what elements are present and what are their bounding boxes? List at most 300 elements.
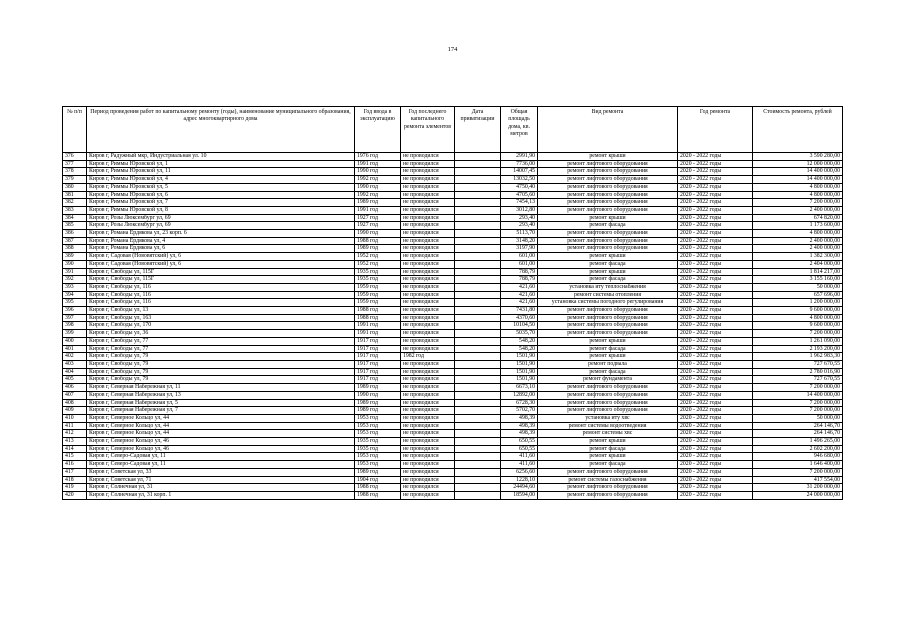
table-row <box>63 245 843 253</box>
cell-last-repair: не проводился <box>401 368 455 376</box>
table-row <box>63 237 843 245</box>
cell-address: Киров г, Северная Набережная ул, 11 <box>87 384 355 392</box>
cell-area: 1501,90 <box>501 368 538 376</box>
cell-repair-type: ремонт системы хвс <box>538 430 678 438</box>
cell-repair-type: ремонт лифтового оборудования <box>538 384 678 392</box>
table-row <box>63 160 843 168</box>
cell-repair-type: ремонт крыши <box>538 353 678 361</box>
cell-year-built: 1953 год <box>355 453 401 461</box>
cell-repair-type: ремонт лифтового оборудования <box>538 191 678 199</box>
cell-privatization-date <box>455 453 501 461</box>
cell-address: Киров г, Солнечная ул, 31 <box>87 484 355 492</box>
cell-repair-year: 2020 - 2022 годы <box>678 291 753 299</box>
cell-address: Киров г, Риммы Юровской ул, 11 <box>87 168 355 176</box>
cell-area: 2991,90 <box>501 153 538 161</box>
cell-last-repair: не проводился <box>401 468 455 476</box>
cell-address: Киров г, Свободы ул, 77 <box>87 337 355 345</box>
table-header-row <box>63 107 843 153</box>
cell-privatization-date <box>455 245 501 253</box>
cell-repair-year: 2020 - 2022 годы <box>678 407 753 415</box>
cell-repair-type: ремонт крыши <box>538 268 678 276</box>
cell-year-built: 1959 год <box>355 283 401 291</box>
header-privatization-date: Дата приватизации <box>455 107 501 153</box>
cell-year-built: 1988 год <box>355 307 401 315</box>
table-row <box>63 283 843 291</box>
cell-cost: 727 670,55 <box>753 360 843 368</box>
cell-number: 389 <box>63 253 87 261</box>
table-row <box>63 260 843 268</box>
header-repair-year: Год ремонта <box>678 107 753 153</box>
cell-number: 380 <box>63 183 87 191</box>
cell-last-repair: не проводился <box>401 314 455 322</box>
cell-address: Киров г, Риммы Юровской ул, 8 <box>87 206 355 214</box>
cell-address: Киров г, Северное Кольцо ул, 44 <box>87 430 355 438</box>
cell-repair-type: ремонт фасада <box>538 461 678 469</box>
cell-privatization-date <box>455 360 501 368</box>
cell-privatization-date <box>455 422 501 430</box>
cell-last-repair: не проводился <box>401 476 455 484</box>
cell-repair-year: 2020 - 2022 годы <box>678 176 753 184</box>
table-row <box>63 183 843 191</box>
cell-repair-type: ремонт фасада <box>538 222 678 230</box>
cell-privatization-date <box>455 268 501 276</box>
cell-privatization-date <box>455 330 501 338</box>
cell-area: 5113,70 <box>501 230 538 238</box>
cell-cost: 12 000 000,00 <box>753 160 843 168</box>
cell-number: 406 <box>63 384 87 392</box>
cell-year-built: 1904 год <box>355 476 401 484</box>
cell-year-built: 1988 год <box>355 484 401 492</box>
cell-address: Киров г, Свободы ул, 13 <box>87 307 355 315</box>
cell-repair-year: 2020 - 2022 годы <box>678 422 753 430</box>
cell-number: 398 <box>63 322 87 330</box>
cell-cost: 2 400 000,00 <box>753 237 843 245</box>
cell-repair-type: ремонт лифтового оборудования <box>538 230 678 238</box>
cell-repair-year: 2020 - 2022 годы <box>678 484 753 492</box>
cell-number: 395 <box>63 299 87 307</box>
cell-cost: 14 400 000,00 <box>753 391 843 399</box>
cell-address: Киров г, Северо-Садовая ул, 11 <box>87 453 355 461</box>
cell-area: 1501,90 <box>501 360 538 368</box>
cell-cost: 264 146,70 <box>753 430 843 438</box>
table-row <box>63 222 843 230</box>
cell-year-built: 1917 год <box>355 337 401 345</box>
table-row <box>63 153 843 161</box>
cell-repair-type: ремонт фасада <box>538 368 678 376</box>
cell-repair-type: ремонт лифтового оборудования <box>538 314 678 322</box>
table-row <box>63 438 843 446</box>
cell-cost: 1 962 983,30 <box>753 353 843 361</box>
cell-last-repair: не проводился <box>401 183 455 191</box>
cell-privatization-date <box>455 407 501 415</box>
cell-cost: 4 800 000,00 <box>753 230 843 238</box>
cell-last-repair: не проводился <box>401 291 455 299</box>
cell-year-built: 1989 год <box>355 384 401 392</box>
cell-address: Киров г, Северное Кольцо ул, 44 <box>87 422 355 430</box>
cell-repair-type: ремонт лифтового оборудования <box>538 330 678 338</box>
cell-repair-type: установка системы погодного регулирования <box>538 299 678 307</box>
cell-repair-year: 2020 - 2022 годы <box>678 491 753 499</box>
cell-address: Киров г, Северное Кольцо ул, 44 <box>87 414 355 422</box>
table-row <box>63 360 843 368</box>
cell-privatization-date <box>455 199 501 207</box>
cell-cost: 14 400 000,00 <box>753 176 843 184</box>
cell-cost: 3 155 160,00 <box>753 276 843 284</box>
cell-number: 413 <box>63 438 87 446</box>
cell-last-repair: не проводился <box>401 414 455 422</box>
table-row <box>63 168 843 176</box>
table-row <box>63 399 843 407</box>
cell-cost: 4 800 000,00 <box>753 314 843 322</box>
cell-last-repair: не проводился <box>401 337 455 345</box>
cell-address: Киров г, Свободы ул, 170 <box>87 322 355 330</box>
cell-privatization-date <box>455 461 501 469</box>
cell-cost: 24 000 000,00 <box>753 491 843 499</box>
cell-repair-type: установка иту теплоснабжения <box>538 283 678 291</box>
cell-repair-year: 2020 - 2022 годы <box>678 376 753 384</box>
table-row <box>63 476 843 484</box>
cell-area: 6728,30 <box>501 399 538 407</box>
cell-address: Киров г, Солнечная ул, 31 корп. 1 <box>87 491 355 499</box>
cell-year-built: 1917 год <box>355 345 401 353</box>
cell-year-built: 1959 год <box>355 291 401 299</box>
cell-address: Киров г, Радужный мкр, Индустриальная ул. 10 <box>87 153 355 161</box>
cell-last-repair: не проводился <box>401 206 455 214</box>
table-row <box>63 368 843 376</box>
cell-area: 421,60 <box>501 283 538 291</box>
cell-repair-type: ремонт лифтового оборудования <box>538 199 678 207</box>
cell-repair-year: 2020 - 2022 годы <box>678 245 753 253</box>
cell-repair-year: 2020 - 2022 годы <box>678 276 753 284</box>
cell-cost: 7 200 000,00 <box>753 199 843 207</box>
cell-repair-type: ремонт лифтового оборудования <box>538 491 678 499</box>
table-row <box>63 299 843 307</box>
cell-repair-type: ремонт системы газоснабжения <box>538 476 678 484</box>
cell-address: Киров г, Свободы ул, 36 <box>87 330 355 338</box>
cell-year-built: 1953 год <box>355 430 401 438</box>
cell-repair-year: 2020 - 2022 годы <box>678 345 753 353</box>
cell-address: Киров г, Романа Ердякова ул, 6 <box>87 245 355 253</box>
cell-privatization-date <box>455 337 501 345</box>
table-row <box>63 491 843 499</box>
header-year-built: Год ввода в эксплуатацию <box>355 107 401 153</box>
cell-year-built: 1927 год <box>355 222 401 230</box>
cell-area: 498,39 <box>501 422 538 430</box>
cell-year-built: 1991 год <box>355 206 401 214</box>
cell-year-built: 1991 год <box>355 322 401 330</box>
cell-repair-year: 2020 - 2022 годы <box>678 230 753 238</box>
cell-cost: 2 404 000,00 <box>753 260 843 268</box>
header-area: Общая площадь дома, кв. метров <box>501 107 538 153</box>
cell-privatization-date <box>455 153 501 161</box>
cell-number: 394 <box>63 291 87 299</box>
cell-address: Киров г, Свободы ул, 115Г <box>87 276 355 284</box>
cell-last-repair: не проводился <box>401 491 455 499</box>
table-row <box>63 414 843 422</box>
cell-repair-year: 2020 - 2022 годы <box>678 214 753 222</box>
table-row <box>63 276 843 284</box>
table-row <box>63 206 843 214</box>
cell-number: 384 <box>63 214 87 222</box>
cell-cost: 7 200 000,00 <box>753 384 843 392</box>
header-number: № п/п <box>63 107 87 153</box>
cell-address: Киров г, Свободы ул, 116 <box>87 291 355 299</box>
cell-repair-type: ремонт лифтового оборудования <box>538 322 678 330</box>
cell-number: 409 <box>63 407 87 415</box>
cell-area: 4705,60 <box>501 191 538 199</box>
cell-address: Киров г, Северная Набережная ул, 7 <box>87 407 355 415</box>
cell-last-repair: не проводился <box>401 430 455 438</box>
cell-repair-year: 2020 - 2022 годы <box>678 283 753 291</box>
cell-number: 379 <box>63 176 87 184</box>
cell-repair-year: 2020 - 2022 годы <box>678 360 753 368</box>
cell-repair-year: 2020 - 2022 годы <box>678 268 753 276</box>
cell-last-repair: не проводился <box>401 222 455 230</box>
cell-repair-year: 2020 - 2022 годы <box>678 299 753 307</box>
cell-last-repair: не проводился <box>401 268 455 276</box>
cell-cost: 9 600 000,00 <box>753 322 843 330</box>
cell-cost: 1 814 217,00 <box>753 268 843 276</box>
cell-cost: 31 200 000,00 <box>753 484 843 492</box>
cell-repair-year: 2020 - 2022 годы <box>678 260 753 268</box>
cell-last-repair: не проводился <box>401 438 455 446</box>
cell-repair-year: 2020 - 2022 годы <box>678 476 753 484</box>
cell-number: 392 <box>63 276 87 284</box>
table-row <box>63 376 843 384</box>
cell-area: 3148,20 <box>501 237 538 245</box>
cell-number: 414 <box>63 445 87 453</box>
cell-number: 410 <box>63 414 87 422</box>
cell-privatization-date <box>455 445 501 453</box>
cell-privatization-date <box>455 353 501 361</box>
cell-address: Киров г, Садовая (Нововятский) ул, 6 <box>87 260 355 268</box>
cell-repair-year: 2020 - 2022 годы <box>678 353 753 361</box>
cell-area: 13032,50 <box>501 176 538 184</box>
cell-number: 417 <box>63 468 87 476</box>
cell-privatization-date <box>455 260 501 268</box>
cell-privatization-date <box>455 384 501 392</box>
cell-cost: 3 590 280,00 <box>753 153 843 161</box>
cell-repair-type: ремонт лифтового оборудования <box>538 484 678 492</box>
cell-cost: 1 646 400,00 <box>753 461 843 469</box>
cell-number: 381 <box>63 191 87 199</box>
cell-cost: 7 200 000,00 <box>753 407 843 415</box>
cell-area: 421,60 <box>501 291 538 299</box>
cell-repair-year: 2020 - 2022 годы <box>678 461 753 469</box>
cell-repair-type: установка иту хвс <box>538 414 678 422</box>
table-row <box>63 230 843 238</box>
cell-last-repair: не проводился <box>401 322 455 330</box>
cell-repair-type: ремонт лифтового оборудования <box>538 307 678 315</box>
cell-year-built: 1935 год <box>355 276 401 284</box>
header-cost: Стоимость ремонта, рублей <box>753 107 843 153</box>
cell-privatization-date <box>455 399 501 407</box>
cell-year-built: 1990 год <box>355 183 401 191</box>
cell-number: 408 <box>63 399 87 407</box>
cell-repair-year: 2020 - 2022 годы <box>678 414 753 422</box>
cell-repair-year: 2020 - 2022 годы <box>678 468 753 476</box>
cell-repair-year: 2020 - 2022 годы <box>678 237 753 245</box>
cell-year-built: 1917 год <box>355 353 401 361</box>
cell-cost: 4 800 000,00 <box>753 191 843 199</box>
cell-privatization-date <box>455 299 501 307</box>
cell-repair-year: 2020 - 2022 годы <box>678 438 753 446</box>
cell-address: Киров г, Романа Ердякова ул, 23 корп. 6 <box>87 230 355 238</box>
cell-area: 548,20 <box>501 337 538 345</box>
cell-area: 5035,70 <box>501 330 538 338</box>
table-row <box>63 445 843 453</box>
cell-last-repair: не проводился <box>401 199 455 207</box>
table-row <box>63 384 843 392</box>
cell-area: 7454,13 <box>501 199 538 207</box>
cell-last-repair: не проводился <box>401 168 455 176</box>
cell-number: 412 <box>63 430 87 438</box>
table-row <box>63 199 843 207</box>
cell-last-repair: не проводился <box>401 260 455 268</box>
cell-number: 419 <box>63 484 87 492</box>
cell-area: 6256,60 <box>501 468 538 476</box>
cell-cost: 1 261 090,00 <box>753 337 843 345</box>
cell-last-repair: не проводился <box>401 484 455 492</box>
cell-cost: 417 554,00 <box>753 476 843 484</box>
cell-repair-year: 2020 - 2022 годы <box>678 168 753 176</box>
cell-number: 393 <box>63 283 87 291</box>
header-repair-type: Вид ремонта <box>538 107 678 153</box>
cell-last-repair: не проводился <box>401 399 455 407</box>
cell-last-repair: не проводился <box>401 283 455 291</box>
cell-area: 421,60 <box>501 299 538 307</box>
cell-privatization-date <box>455 191 501 199</box>
cell-year-built: 1953 год <box>355 422 401 430</box>
cell-repair-year: 2020 - 2022 годы <box>678 330 753 338</box>
cell-year-built: 1988 год <box>355 491 401 499</box>
cell-area: 601,00 <box>501 253 538 261</box>
cell-address: Киров г, Садовая (Нововятский) ул, 6 <box>87 253 355 261</box>
cell-repair-year: 2020 - 2022 годы <box>678 183 753 191</box>
cell-year-built: 1989 год <box>355 199 401 207</box>
cell-area: 14007,45 <box>501 168 538 176</box>
cell-year-built: 1989 год <box>355 468 401 476</box>
cell-last-repair: не проводился <box>401 345 455 353</box>
cell-repair-type: ремонт фасада <box>538 260 678 268</box>
table-row <box>63 468 843 476</box>
cell-privatization-date <box>455 438 501 446</box>
cell-area: 788,79 <box>501 276 538 284</box>
cell-area: 5702,70 <box>501 407 538 415</box>
cell-repair-year: 2020 - 2022 годы <box>678 199 753 207</box>
cell-number: 402 <box>63 353 87 361</box>
cell-last-repair: не проводился <box>401 276 455 284</box>
cell-address: Киров г, Риммы Юровской ул, 6 <box>87 191 355 199</box>
cell-cost: 50 000,00 <box>753 414 843 422</box>
cell-number: 391 <box>63 268 87 276</box>
cell-repair-year: 2020 - 2022 годы <box>678 307 753 315</box>
cell-privatization-date <box>455 314 501 322</box>
header-address: Период проведения работ по капитальному ремонту (годы), наименование муниципального образования, адрес многоквартирного дома <box>87 107 355 153</box>
cell-repair-year: 2020 - 2022 годы <box>678 368 753 376</box>
cell-year-built: 1988 год <box>355 314 401 322</box>
table-row <box>63 291 843 299</box>
header-last-repair: Год последнего капитального ремонта элементов <box>401 107 455 153</box>
cell-privatization-date <box>455 345 501 353</box>
cell-number: 411 <box>63 422 87 430</box>
cell-address: Киров г, Романа Ердякова ул, 4 <box>87 237 355 245</box>
cell-repair-year: 2020 - 2022 годы <box>678 337 753 345</box>
cell-address: Киров г, Свободы ул, 77 <box>87 345 355 353</box>
cell-area: 6673,10 <box>501 384 538 392</box>
table-row <box>63 314 843 322</box>
table-row <box>63 322 843 330</box>
table-row <box>63 176 843 184</box>
table-row <box>63 461 843 469</box>
cell-year-built: 1991 год <box>355 330 401 338</box>
cell-address: Киров г, Риммы Юровской ул, 7 <box>87 199 355 207</box>
cell-last-repair: не проводился <box>401 191 455 199</box>
cell-cost: 4 800 000,00 <box>753 183 843 191</box>
cell-cost: 1 173 600,00 <box>753 222 843 230</box>
cell-address: Киров г, Советская ул, 33 <box>87 468 355 476</box>
cell-repair-year: 2020 - 2022 годы <box>678 322 753 330</box>
cell-repair-type: ремонт крыши <box>538 153 678 161</box>
cell-year-built: 1917 год <box>355 360 401 368</box>
cell-area: 1501,90 <box>501 376 538 384</box>
cell-number: 377 <box>63 160 87 168</box>
cell-repair-type: ремонт крыши <box>538 253 678 261</box>
table-row <box>63 391 843 399</box>
cell-repair-year: 2020 - 2022 годы <box>678 391 753 399</box>
cell-last-repair: не проводился <box>401 376 455 384</box>
cell-year-built: 1989 год <box>355 407 401 415</box>
cell-privatization-date <box>455 368 501 376</box>
table-row <box>63 214 843 222</box>
cell-number: 397 <box>63 314 87 322</box>
cell-address: Киров г, Свободы ул, 116 <box>87 299 355 307</box>
cell-area: 548,20 <box>501 345 538 353</box>
cell-year-built: 1959 год <box>355 299 401 307</box>
capital-repair-table <box>62 106 843 500</box>
cell-number: 383 <box>63 206 87 214</box>
cell-address: Киров г, Свободы ул, 79 <box>87 368 355 376</box>
cell-address: Киров г, Свободы ул, 79 <box>87 376 355 384</box>
cell-number: 387 <box>63 237 87 245</box>
cell-last-repair: не проводился <box>401 384 455 392</box>
cell-number: 382 <box>63 199 87 207</box>
cell-area: 3197,90 <box>501 245 538 253</box>
cell-repair-type: ремонт лифтового оборудования <box>538 391 678 399</box>
cell-year-built: 1927 год <box>355 214 401 222</box>
cell-repair-type: ремонт системы отопления <box>538 291 678 299</box>
cell-area: 498,39 <box>501 414 538 422</box>
cell-repair-type: ремонт лифтового оборудования <box>538 468 678 476</box>
cell-number: 416 <box>63 461 87 469</box>
cell-privatization-date <box>455 160 501 168</box>
cell-repair-type: ремонт лифтового оборудования <box>538 168 678 176</box>
table-row <box>63 191 843 199</box>
cell-cost: 264 146,70 <box>753 422 843 430</box>
cell-year-built: 1917 год <box>355 376 401 384</box>
cell-cost: 2 780 016,90 <box>753 368 843 376</box>
cell-address: Киров г, Советская ул, 71 <box>87 476 355 484</box>
cell-repair-year: 2020 - 2022 годы <box>678 430 753 438</box>
cell-area: 788,79 <box>501 268 538 276</box>
cell-address: Киров г, Риммы Юровской ул, 5 <box>87 183 355 191</box>
cell-area: 4370,60 <box>501 314 538 322</box>
cell-privatization-date <box>455 230 501 238</box>
cell-year-built: 1976 год <box>355 153 401 161</box>
cell-repair-type: ремонт системы водоотведения <box>538 422 678 430</box>
cell-privatization-date <box>455 476 501 484</box>
cell-cost: 657 696,00 <box>753 291 843 299</box>
